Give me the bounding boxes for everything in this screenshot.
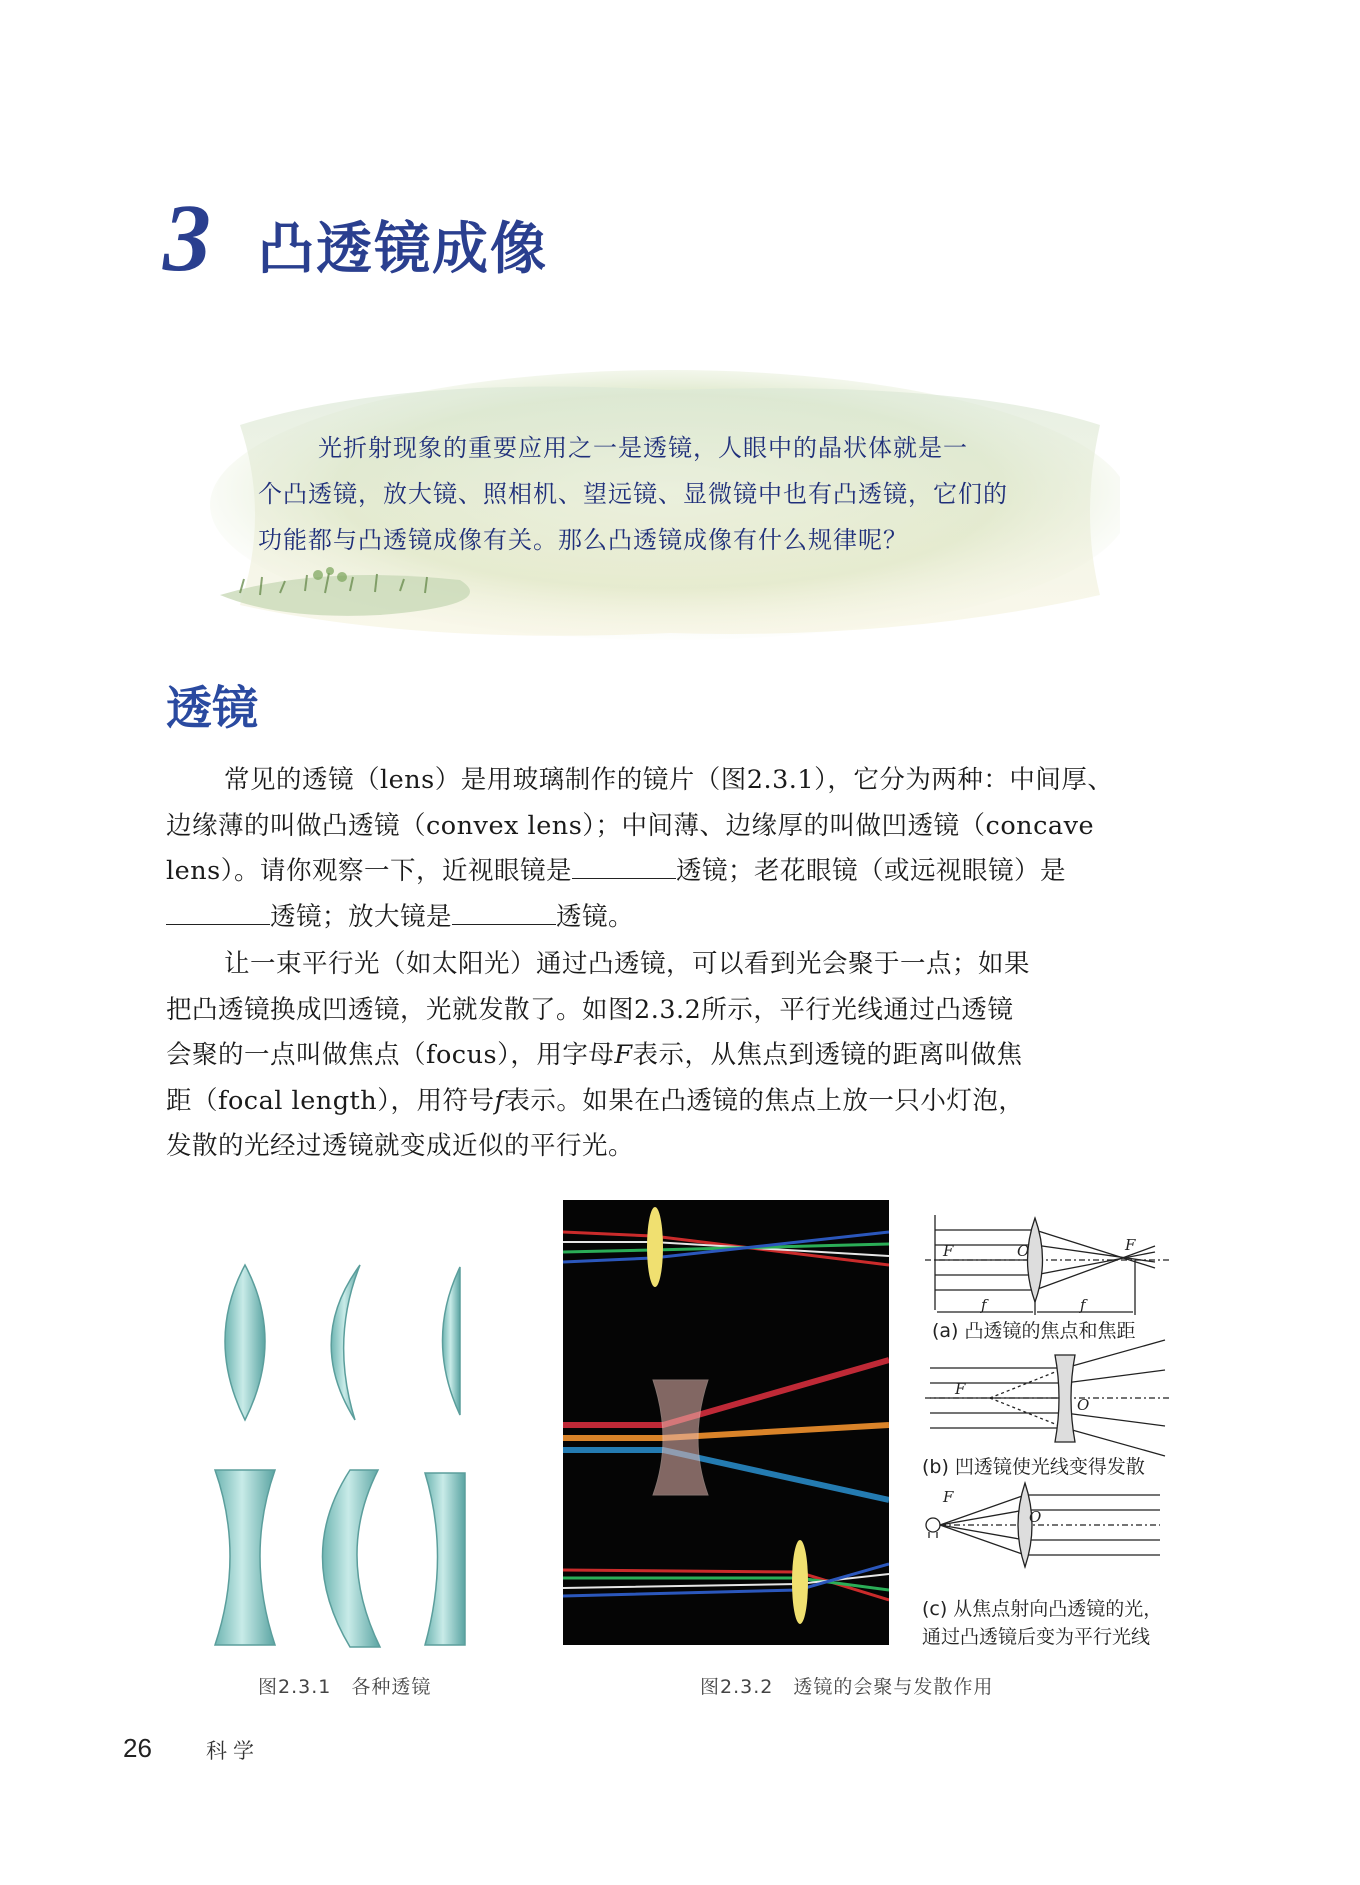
symbol-F: F xyxy=(614,1040,633,1070)
label-f: f xyxy=(981,1296,987,1314)
label-F: F xyxy=(955,1380,966,1398)
text-line xyxy=(166,1033,1202,1079)
intro-line: 个凸透镜，放大镜、照相机、望远镜、显微镜中也有凸透镜，它们的 xyxy=(258,480,1008,508)
intro-line: 功能都与凸透镜成像有关。那么凸透镜成像有什么规律呢？ xyxy=(258,526,908,554)
running-head: 科学 xyxy=(206,1739,260,1763)
label-O: O xyxy=(1017,1242,1030,1260)
fill-in-blank xyxy=(572,852,676,879)
text-segment: 透镜；放大镜是 xyxy=(270,901,453,932)
concave-meniscus-lens xyxy=(323,1470,381,1647)
page-number: 26 xyxy=(123,1733,152,1763)
label-F: F xyxy=(943,1488,954,1506)
symbol-f: f xyxy=(494,1085,505,1116)
chapter-title: 凸透镜成像 xyxy=(258,217,548,282)
lens-light-photo xyxy=(563,1200,889,1645)
chapter-number: 3 xyxy=(163,184,211,291)
label-O: O xyxy=(1077,1396,1090,1414)
text-segment: 透镜；老花眼镜（或远视眼镜）是 xyxy=(676,856,1067,886)
diagram-b-concave-diverge xyxy=(925,1340,1170,1456)
diagram-c-focus-to-parallel xyxy=(926,1483,1160,1567)
plano-concave-lens xyxy=(425,1473,465,1645)
lens-types-illustration xyxy=(210,1255,480,1665)
text-line: 常见的透镜（lens）是用玻璃制作的镜片（图2.3.1），它分为两种：中间厚、 xyxy=(224,765,1114,795)
diagram-a-caption: (a) 凸透镜的焦点和焦距 xyxy=(932,1320,1136,1342)
biconcave-lens xyxy=(215,1470,275,1645)
fill-in-blank xyxy=(166,898,270,925)
lens-ray-diagrams xyxy=(915,1200,1185,1655)
paragraph-focus xyxy=(166,942,1202,1170)
biconvex-lens xyxy=(225,1265,265,1420)
fill-in-blank xyxy=(452,898,556,925)
text-line xyxy=(166,849,1202,895)
section-heading: 透镜 xyxy=(166,681,258,735)
text-segment: lens）。请你观察一下，近视眼镜是 xyxy=(166,856,573,886)
diagram-c-caption-line2: 通过凸透镜后变为平行光线 xyxy=(922,1626,1151,1648)
text-segment: 表示，从焦点到透镜的距离叫做焦 xyxy=(632,1040,1023,1070)
diagram-b-caption: (b) 凹透镜使光线变得发散 xyxy=(922,1456,1145,1478)
intro-text xyxy=(258,425,1078,563)
text-segment: 表示。如果在凸透镜的焦点上放一只小灯泡， xyxy=(504,1085,1025,1116)
label-O: O xyxy=(1029,1508,1042,1526)
text-segment: 透镜。 xyxy=(556,901,635,932)
text-segment: 会聚的一点叫做焦点（focus），用字母 xyxy=(166,1040,615,1070)
text-line: 让一束平行光（如太阳光）通过凸透镜，可以看到光会聚于一点；如果 xyxy=(224,949,1031,979)
text-line: 把凸透镜换成凹透镜，光就发散了。如图2.3.2所示，平行光线通过凸透镜 xyxy=(166,994,1014,1025)
text-line xyxy=(166,895,1202,941)
label-f: f xyxy=(1080,1296,1086,1314)
diagram-c-caption-line1: (c) 从焦点射向凸透镜的光， xyxy=(922,1598,1163,1620)
plano-convex-lens xyxy=(443,1267,461,1415)
text-line: 边缘薄的叫做凸透镜（convex lens）；中间薄、边缘厚的叫做凹透镜（concave xyxy=(166,810,1095,841)
figure-2-caption: 图2.3.2 透镜的会聚与发散作用 xyxy=(700,1676,994,1698)
diagram-a-convex-focus xyxy=(925,1215,1170,1315)
paragraph-lens-types xyxy=(166,758,1202,940)
text-line: 发散的光经过透镜就变成近似的平行光。 xyxy=(166,1131,635,1161)
label-F: F xyxy=(1125,1236,1136,1254)
text-line xyxy=(166,1079,1202,1125)
intro-line: 光折射现象的重要应用之一是透镜，人眼中的晶状体就是一 xyxy=(318,434,968,462)
figure-1-caption: 图2.3.1 各种透镜 xyxy=(258,1676,432,1698)
label-F: F xyxy=(943,1242,954,1260)
convex-meniscus-lens xyxy=(331,1265,360,1420)
text-segment: 距（focal length），用符号 xyxy=(166,1085,495,1116)
